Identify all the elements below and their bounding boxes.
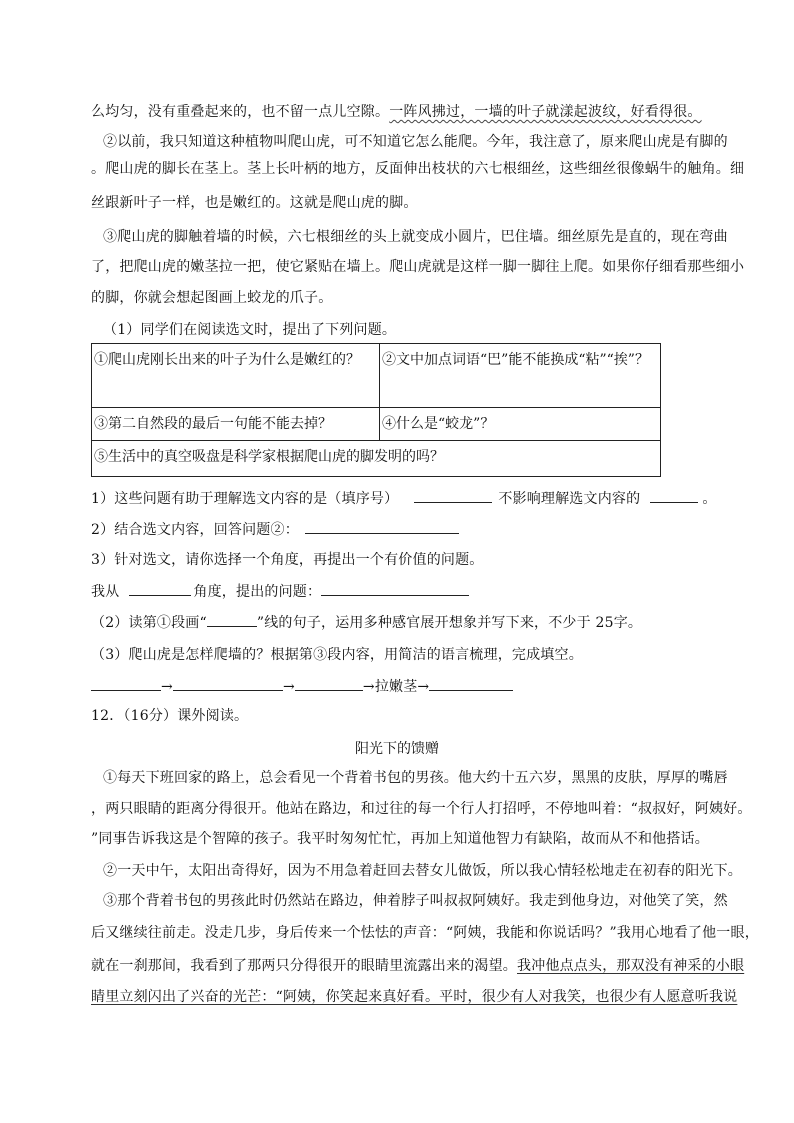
sub-question-1 <box>91 489 721 508</box>
text-span: 就在一刹那间，我看到了那两只分得很开的眼睛里流露出来的渴望。 <box>91 958 517 974</box>
answer-blank[interactable] <box>414 489 492 503</box>
underlined-sentence: 我冲他点点头，那双没有神采的小眼 <box>517 958 745 974</box>
text-span: 1）这些问题有助于理解选文内容的是（填序号） <box>91 491 399 507</box>
answer-blank[interactable] <box>321 582 469 596</box>
answer-blank[interactable] <box>295 677 363 691</box>
reading-paragraph-1: ”同事告诉我这是个智障的孩子。我平时匆匆忙忙，再加上知道他智力有缺陷，故而从不和他搭话。 <box>91 831 709 847</box>
wavy-underlined-sentence: 一阵风拂过，一墙的叶子就漾起波纹，好看得很。 <box>389 104 702 120</box>
question-2 <box>91 613 721 632</box>
table-cell: ⑤生活中的真空吸盘是科学家根据爬山虎的脚发明的吗？ <box>92 441 661 477</box>
text-span: 角度，提出的问题： <box>193 584 322 600</box>
answer-blank[interactable] <box>207 613 257 627</box>
text-span: 。 <box>702 491 717 507</box>
answer-blank[interactable] <box>129 582 191 596</box>
reading-paragraph-2: ②一天中午，太阳出奇得好，因为不用急着赶回去替女儿做饭，所以我心情轻松地走在初春的阳光下。 <box>103 863 742 879</box>
arrow-icon: → <box>362 679 375 695</box>
text-span: ”线的句子，运用多种感官展开想象并写下来，不少于 25字。 <box>256 615 643 631</box>
text-line <box>91 103 721 121</box>
answer-blank[interactable] <box>305 520 459 534</box>
answer-blank[interactable] <box>173 677 283 691</box>
sub-question-3: 3）针对选文，请你选择一个角度，再提出一个有价值的问题。 <box>91 552 484 568</box>
paragraph-3-line: 了，把爬山虎的嫩茎拉一把，使它紧贴在墙上。爬山虎就是这样一脚一脚往上爬。如果你仔细看那些细小 <box>91 259 745 275</box>
question-1-intro: （1）同学们在阅读选文时，提出了下列问题。 <box>103 322 397 338</box>
text-span: （2）读第①段画“ <box>91 615 207 631</box>
reading-paragraph-1: ，两只眼睛的距离分得很开。他站在路边，和过往的每一个行人打招呼，不停地叫着：“叔叔好，阿姨好。 <box>91 801 752 817</box>
paragraph-2-line: 丝跟新叶子一样，也是嫩红的。这就是爬山虎的脚。 <box>91 195 418 211</box>
question-3: （3）爬山虎是怎样爬墙的？根据第③段内容，用简洁的语言梳理，完成填空。 <box>91 647 583 663</box>
reading-paragraph-3 <box>91 988 738 1006</box>
arrow-icon: → <box>417 679 430 695</box>
text-span: 2）结合选文内容，回答问题②： <box>91 522 299 538</box>
flow-step-text: 拉嫩茎 <box>374 679 418 695</box>
table-cell: ④什么是“蛟龙”？ <box>380 408 661 441</box>
text-span: 我从 <box>91 584 120 600</box>
underlined-sentence: 睛里立刻闪出了兴奋的光芒：“阿姨，你笑起来真好看。平时，很少有人对我笑，也很少有人愿意听我说 <box>91 989 738 1005</box>
reading-paragraph-3: ③那个背着书包的男孩此时仍然站在路边，伸着脖子叫叔叔阿姨好。我走到他身边，对他笑了笑，然 <box>103 893 728 909</box>
text-span: 不影响理解选文内容的 <box>498 491 641 507</box>
sub-question-3-fill <box>91 582 721 601</box>
passage-title: 阳光下的馈赠 <box>355 741 439 757</box>
reading-paragraph-3: 后又继续往前走。没走几步，身后传来一个怯怯的声音：“阿姨，我能和你说话吗？”我用心地看了他一眼， <box>91 925 759 941</box>
flow-fill-in <box>91 677 721 696</box>
table-cell: ③第二自然段的最后一句能不能去掉？ <box>92 408 380 441</box>
question-12-heading: 12．（16分）课外阅读。 <box>91 708 249 724</box>
paragraph-3-line: ③爬山虎的脚触着墙的时候，六七根细丝的头上就变成小圆片，巴住墙。细丝原先是直的，现在弯曲 <box>103 229 728 245</box>
table-cell: ①爬山虎刚长出来的叶子为什么是嫩红的？ <box>92 344 380 408</box>
reading-paragraph-3 <box>91 957 745 975</box>
arrow-icon: → <box>161 679 173 695</box>
table-cell: ②文中加点词语“巴”能不能换成“粘”“挨”？ <box>380 344 661 408</box>
paragraph-3-line: 的脚，你就会想起图画上蛟龙的爪子。 <box>91 290 333 306</box>
arrow-icon: → <box>282 679 295 695</box>
reading-paragraph-1: ①每天下班回家的路上，总会看见一个背着书包的男孩。他大约十五六岁，黑黑的皮肤，厚厚的嘴唇 <box>103 770 728 786</box>
answer-blank[interactable] <box>91 677 161 691</box>
questions-table <box>91 343 661 477</box>
answer-blank[interactable] <box>650 489 698 503</box>
answer-blank[interactable] <box>429 677 513 691</box>
sub-question-2 <box>91 520 721 539</box>
text-span: 么均匀，没有重叠起来的，也不留一点儿空隙。 <box>91 104 390 120</box>
paragraph-2-line: 。爬山虎的脚长在茎上。茎上长叶柄的地方，反面伸出枝状的六七根细丝，这些细丝很像蜗牛的触角。细 <box>91 161 745 177</box>
paragraph-2-line: ②以前，我只知道这种植物叫爬山虎，可不知道它怎么能爬。今年，我注意了，原来爬山虎是有脚的 <box>103 134 728 150</box>
